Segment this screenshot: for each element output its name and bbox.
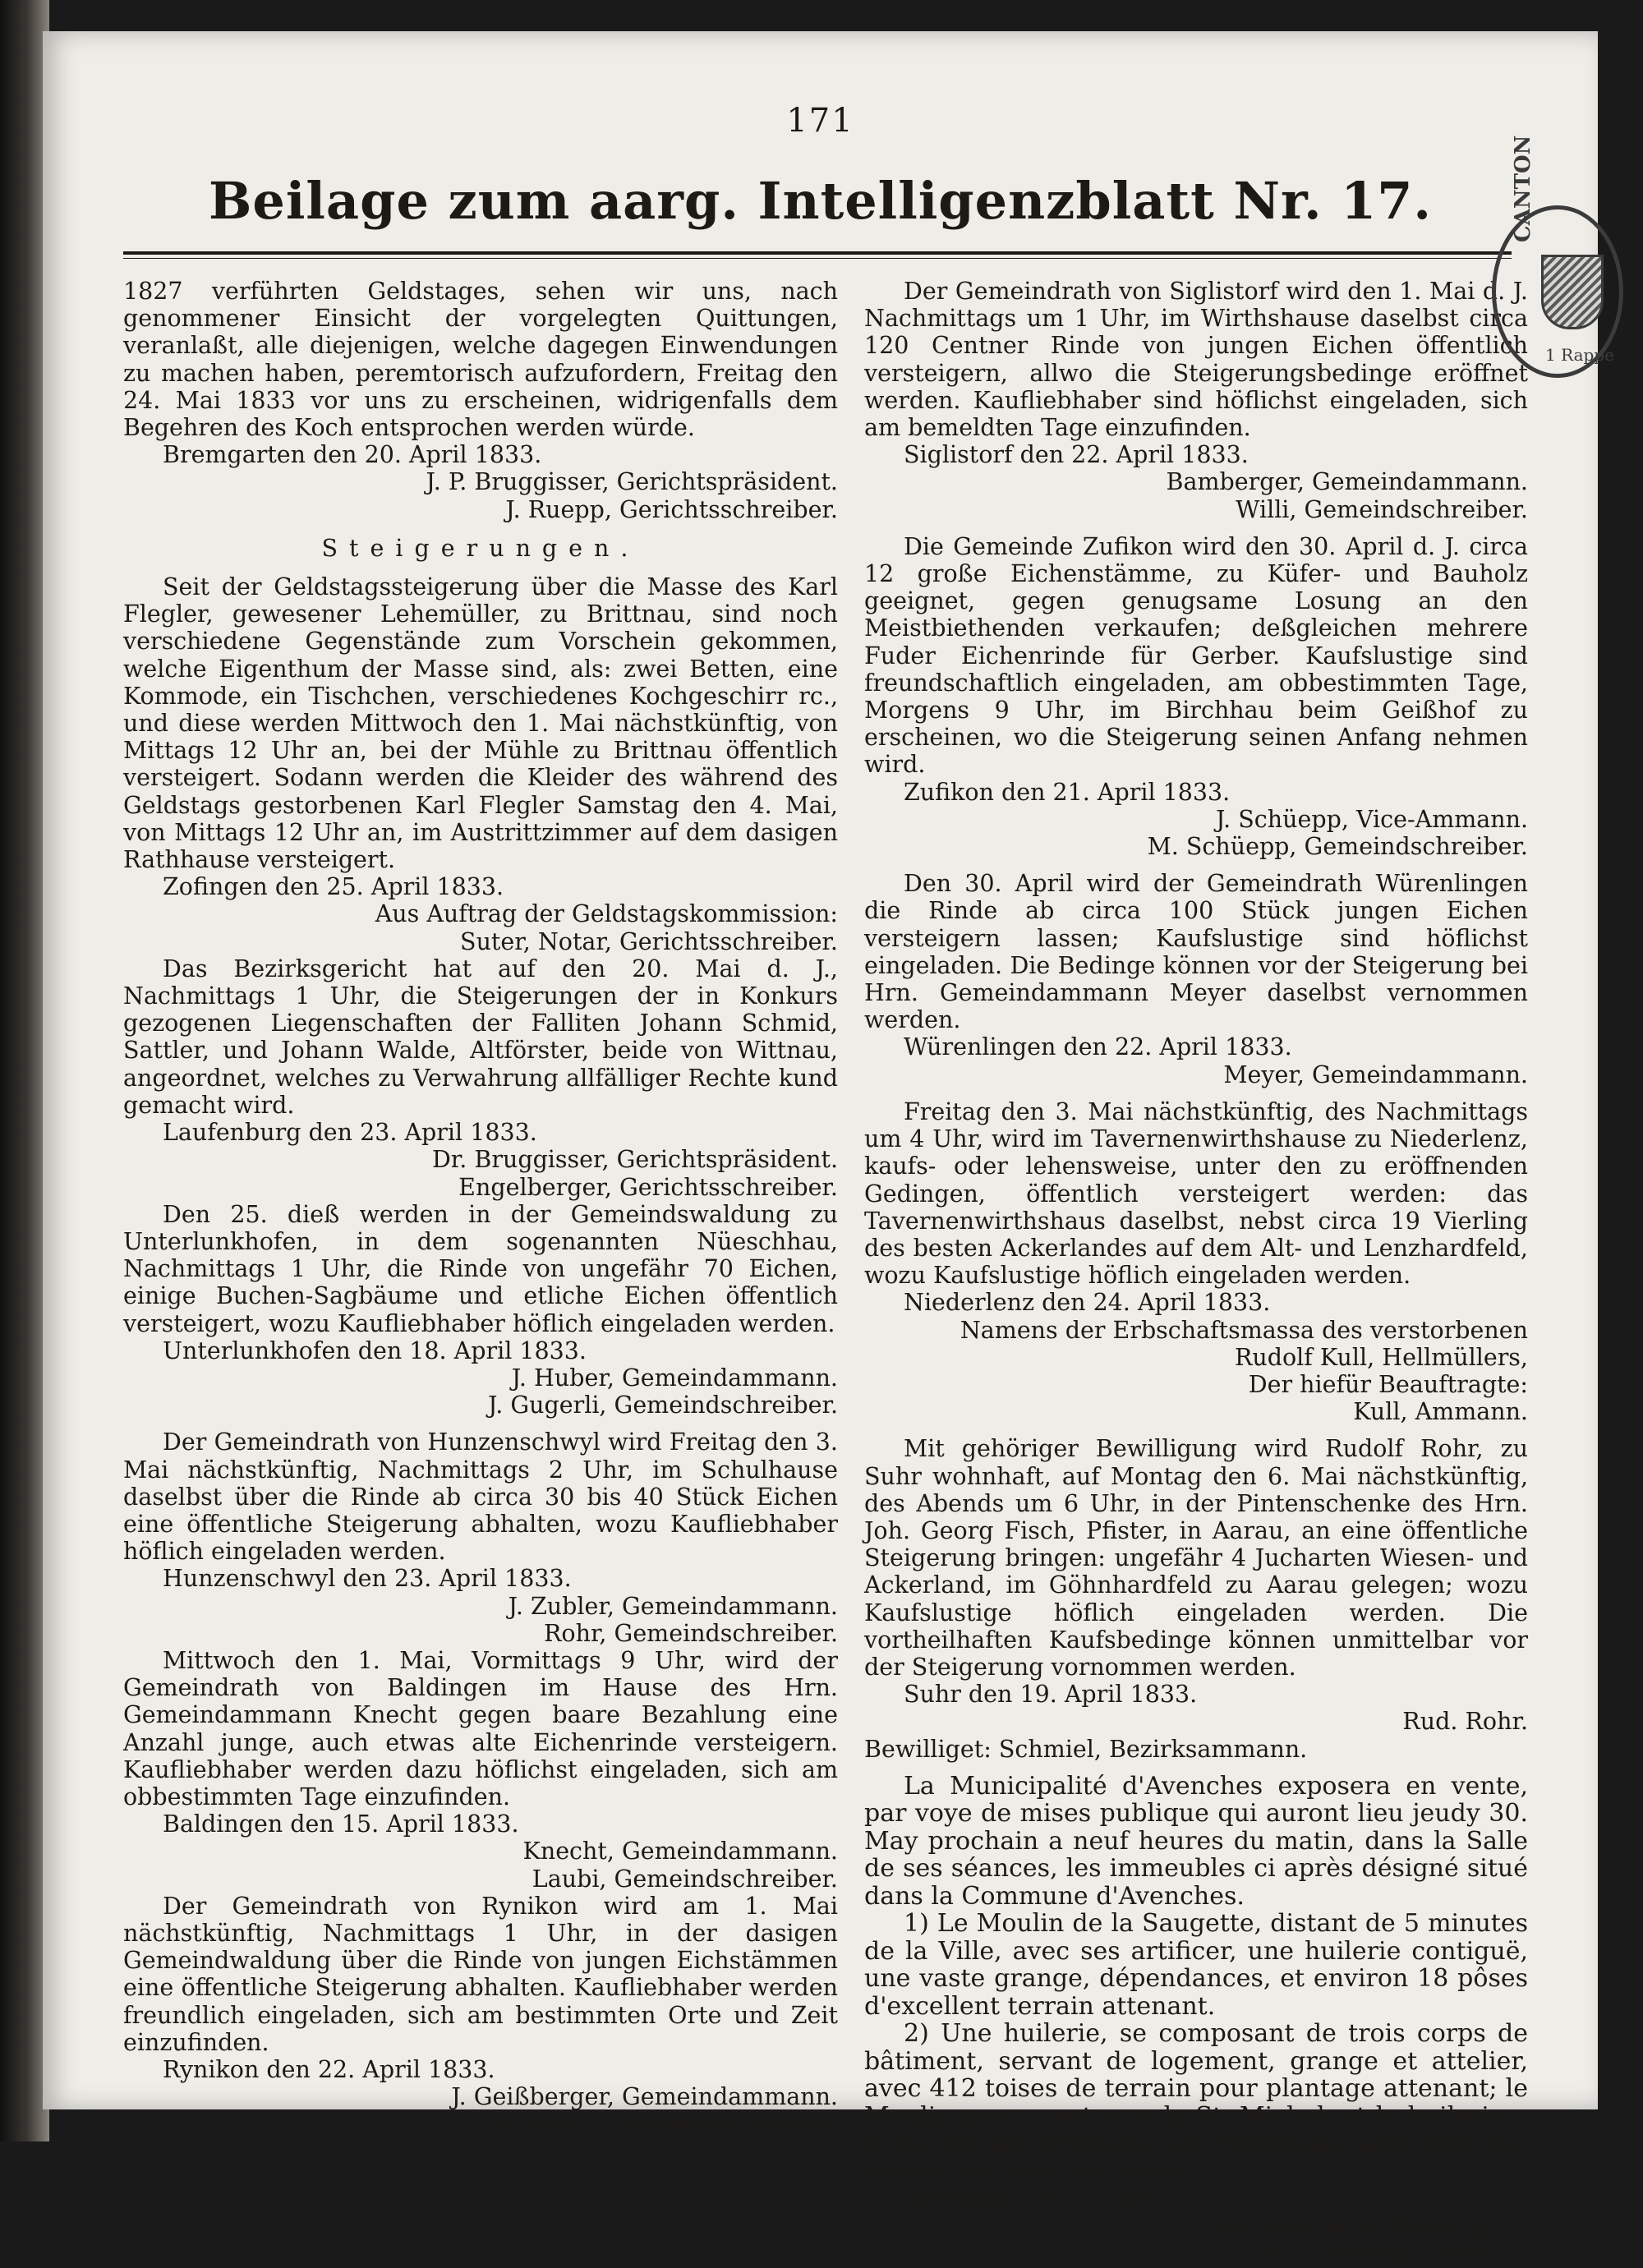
right-paragraph: M. Schüepp, Gemeindschreiber.	[1147, 833, 1528, 861]
right-paragraph: Kull, Ammann.	[1353, 1398, 1528, 1426]
title-rule	[123, 251, 1512, 255]
title-rule-thin	[123, 258, 1512, 259]
shield-icon	[1541, 255, 1604, 329]
left-paragraph: Engelberger, Gerichtsschreiber.	[458, 1173, 838, 1201]
left-paragraph: Der Gemeindrath von Rynikon wird am 1. Mai nächstkünftig, Nachmittags 1 Uhr, in der dasigen Gemeindwaldung über die Rinde von jungen Eichstämmen eine öffentliche Steigerung abhalten. Kaufliebhaber werden freundlich eingeladen, sich am bestimmten Orte und Zeit einzufinden.	[123, 1892, 838, 2056]
left-paragraph: Zofingen den 25. April 1833.	[163, 873, 504, 901]
left-paragraph: Bremgarten den 20. April 1833.	[163, 441, 542, 469]
right-paragraph: Au nom de la Municip.	[1213, 2211, 1495, 2241]
left-paragraph: Suter, Notar, Gerichtsschreiber.	[460, 927, 838, 955]
right-paragraph: Die Gemeinde Zufikon wird den 30. April d. J. circa 12 große Eichenstämme, zu Küfer- und Bauholz geeignet, gegen genugsame Losung an den Meistbiethenden verkaufen; deßgleichen mehrere Fuder Eichenrinde für Gerber. Kaufslustige sind freundschaftlich eingeladen, am obbestimmten Tage, Morgens 9 Uhr, im Birchhau beim Geißhof zu erscheinen, wo die Steigerung seinen Anfang nehmen wird.	[864, 532, 1528, 779]
document-page	[43, 31, 1598, 2268]
right-paragraph: Rudolf Kull, Hellmüllers,	[1234, 1343, 1528, 1371]
page-title: Beilage zum aarg. Intelligenzblatt Nr. 17.	[208, 171, 1433, 231]
left-paragraph: Aus Auftrag der Geldstagskommission:	[375, 900, 838, 928]
right-column	[864, 278, 1528, 2268]
right-paragraph: Den 30. April wird der Gemeindrath Würenlingen die Rinde ab circa 100 Stück jungen Eichen versteigern lassen; Kaufslustige sind höflichst eingeladen. Die Bedinge können vor der Steigerung bei Hrn. Gemeindammann Meyer daselbst vernommen werden.	[864, 870, 1528, 1034]
book-spine	[0, 0, 49, 2141]
page-number: 171	[786, 102, 854, 140]
left-paragraph: Knecht, Gemeindammann.	[522, 1838, 838, 1865]
right-paragraph: Niederlenz den 24. April 1833.	[904, 1289, 1271, 1317]
right-paragraph: Bewilliget: Schmiel, Bezirksammann.	[864, 1735, 1308, 1763]
right-paragraph: Der Gemeindrath von Siglistorf wird den 1. Mai d. J. Nachmittags um 1 Uhr, im Wirthshause daselbst circa 120 Centner Rinde von jungen Eichen öffentlich versteigern, allwo die Steigerungsbedinge eröffnet werden. Kaufliebhaber sind höflichst eingeladen, sich am bemeldten Tage einzufinden.	[864, 278, 1528, 442]
left-paragraph: Den 25. dieß werden in der Gemeindswaldung zu Unterlunkhofen, in dem sogenannten Nüeschhau, Nachmittags 1 Uhr, die Rinde von ungefähr 70 Eichen, einige Buchen-Sagbäume und etliche Eichen öffentlich versteigert, wozu Kaufliebhaber höflich eingeladen werden.	[123, 1200, 838, 1337]
left-paragraph: J. Gugerli, Gemeindschreiber.	[488, 1392, 838, 1419]
stamp-value: 1 Rappe	[1545, 345, 1614, 365]
right-paragraph: Freitag den 3. Mai nächstkünftig, des Nachmittags um 4 Uhr, wird im Tavernenwirthshause zu Niederlenz, kaufs- oder lehensweise, unter den zu eröffnenden Gedingen, öffentlich versteigert werden: das Tavernenwirthshaus daselbst, nebst circa 19 Vierling des besten Ackerlandes auf dem Alt- und Lenzhardfeld, wozu Kaufslustige höflich eingeladen werden.	[864, 1097, 1528, 1290]
left-paragraph: Baldingen den 15. April 1833.	[163, 1810, 519, 1838]
right-paragraph: Zufikon den 21. April 1833.	[904, 778, 1231, 806]
left-paragraph: J. P. Bruggisser, Gerichtspräsident.	[426, 468, 838, 496]
right-paragraph: Rud. Rohr.	[1402, 1708, 1528, 1736]
left-paragraph: Steigerungen.	[321, 534, 640, 562]
left-paragraph: J. Geißberger, Gemeindammann.	[451, 2083, 838, 2111]
left-paragraph: M. Obrist, Gemeindschreiber.	[486, 2110, 838, 2138]
right-paragraph: Namens der Erbschaftsmassa des verstorbenen	[960, 1316, 1528, 1344]
right-paragraph: Sl. Fornerod, Secr.	[1261, 2239, 1495, 2268]
right-paragraph: Suhr den 19. April 1833.	[904, 1681, 1198, 1709]
stamp-label: CANTON	[1511, 135, 1535, 242]
right-paragraph: Würenlingen den 22. April 1833.	[904, 1033, 1292, 1061]
right-paragraph: 2) Une huilerie, se composant de trois corps de bâtiment, servant de logement, grange et attelier, avec 412 toises de terrain pour plantage attenant; le Moulin pour y entrer a la St. Michel, et la huilerie a la St. Martin prochain, aux conditions favorables qui seront lue avant les mises.	[864, 2019, 1528, 2186]
left-paragraph: Seit der Geldstagssteigerung über die Masse des Karl Flegler, gewesener Lehemüller, zu Brittnau, sind noch verschiedene Gegenstände zum Vorschein gekommen, welche Eigenthum der Masse sind, als: zwei Betten, eine Kommode, ein Tischchen, verschiedenes Kochgeschirr rc., und diese werden Mittwoch den 1. Mai nächstkünftig, von Mittags 12 Uhr an, bei der Mühle zu Brittnau öffentlich versteigert. Sodann werden die Kleider des während des Geldstags gestorbenen Karl Flegler Samstag den 4. Mai, von Mittags 12 Uhr an, im Austrittzimmer auf dem dasigen Rathhause versteigert.	[123, 573, 838, 874]
left-paragraph: Unterlunkhofen den 18. April 1833.	[163, 1336, 587, 1364]
left-paragraph: J. Zubler, Gemeindammann.	[508, 1592, 838, 1620]
right-paragraph: 1) Le Moulin de la Saugette, distant de 5 minutes de la Ville, avec ses artificer, une huilerie contiguë, une vaste grange, dépendances, et environ 18 pôses d'excellent terrain attenant.	[864, 1909, 1528, 2021]
left-paragraph: 1827 verführten Geldstages, sehen wir uns, nach genommener Einsicht der vorgelegten Quittungen, veranlaßt, alle diejenigen, welche dagegen Einwendungen zu machen haben, peremtorisch aufzufordern, Freitag den 24. Mai 1833 vor uns zu erscheinen, widrigenfalls dem Begehren des Koch entsprochen werden würde.	[123, 278, 838, 442]
left-paragraph: Laufenburg den 23. April 1833.	[163, 1119, 537, 1147]
left-column	[123, 278, 838, 2138]
right-paragraph: J. Schüepp, Vice-Ammann.	[1215, 805, 1528, 833]
canton-stamp	[1492, 135, 1623, 378]
right-paragraph: Willi, Gemeindschreiber.	[1236, 495, 1528, 523]
right-paragraph: Meyer, Gemeindammann.	[1223, 1060, 1528, 1088]
right-paragraph: Avenches le 15. Avril 1833.	[904, 2184, 1244, 2214]
left-paragraph: Rohr, Gemeindschreiber.	[543, 1619, 838, 1647]
right-paragraph: Siglistorf den 22. April 1833.	[904, 441, 1249, 469]
left-paragraph: Das Bezirksgericht hat auf den 20. Mai d. J., Nachmittags 1 Uhr, die Steigerungen der in Konkurs gezogenen Liegenschaften der Falliten Johann Schmid, Sattler, und Johann Walde, Altförster, beide von Wittnau, angeordnet, welches zu Verwahrung allfälliger Rechte kund gemacht wird.	[123, 955, 838, 1119]
left-paragraph: Mittwoch den 1. Mai, Vormittags 9 Uhr, wird der Gemeindrath von Baldingen im Hause des Hrn. Gemeindammann Knecht gegen baare Bezahlung eine Anzahl junge, auch etwas alte Eichenrinde versteigern. Kaufliebhaber werden dazu höflichst eingeladen, sich am obbestimmten Tage einzufinden.	[123, 1646, 838, 1810]
right-paragraph: Der hiefür Beauftragte:	[1248, 1370, 1528, 1398]
left-paragraph: Rynikon den 22. April 1833.	[163, 2056, 495, 2083]
right-paragraph: La Municipalité d'Avenches exposera en vente, par voye de mises publique qui auront lieu jeudy 30. May prochain a neuf heures du matin, dans la Salle de ses séances, les immeubles ci après désigné situé dans la Commune d'Avenches.	[864, 1771, 1528, 1911]
left-paragraph: Hunzenschwyl den 23. April 1833.	[163, 1565, 572, 1593]
left-paragraph: J. Ruepp, Gerichtsschreiber.	[505, 495, 838, 523]
right-paragraph: Mit gehöriger Bewilligung wird Rudolf Rohr, zu Suhr wohnhaft, auf Montag den 6. Mai nächstkünftig, des Abends um 6 Uhr, in der Pintenschenke des Hrn. Joh. Georg Fisch, Pfister, in Aarau, an eine öffentliche Steigerung bringen: ungefähr 4 Jucharten Wiesen- und Ackerland, im Göhnhardfeld zu Aarau gelegen; wozu Kaufslustige höflich eingeladen werden. Die vortheilhaften Kaufsbedinge können unmittelbar vor der Steigerung vornommen werden.	[864, 1435, 1528, 1681]
right-paragraph: Bamberger, Gemeindammann.	[1166, 468, 1528, 496]
left-paragraph: Dr. Bruggisser, Gerichtspräsident.	[431, 1146, 838, 1174]
left-paragraph: Der Gemeindrath von Hunzenschwyl wird Freitag den 3. Mai nächstkünftig, Nachmittags 2 Uhr, im Schulhause daselbst über die Rinde ab circa 30 bis 40 Stück Eichen eine öffentliche Steigerung abhalten, wozu Kaufliebhaber höflich eingeladen werden.	[123, 1428, 838, 1566]
left-paragraph: J. Huber, Gemeindammann.	[511, 1364, 838, 1392]
left-paragraph: Laubi, Gemeindschreiber.	[532, 1865, 838, 1893]
